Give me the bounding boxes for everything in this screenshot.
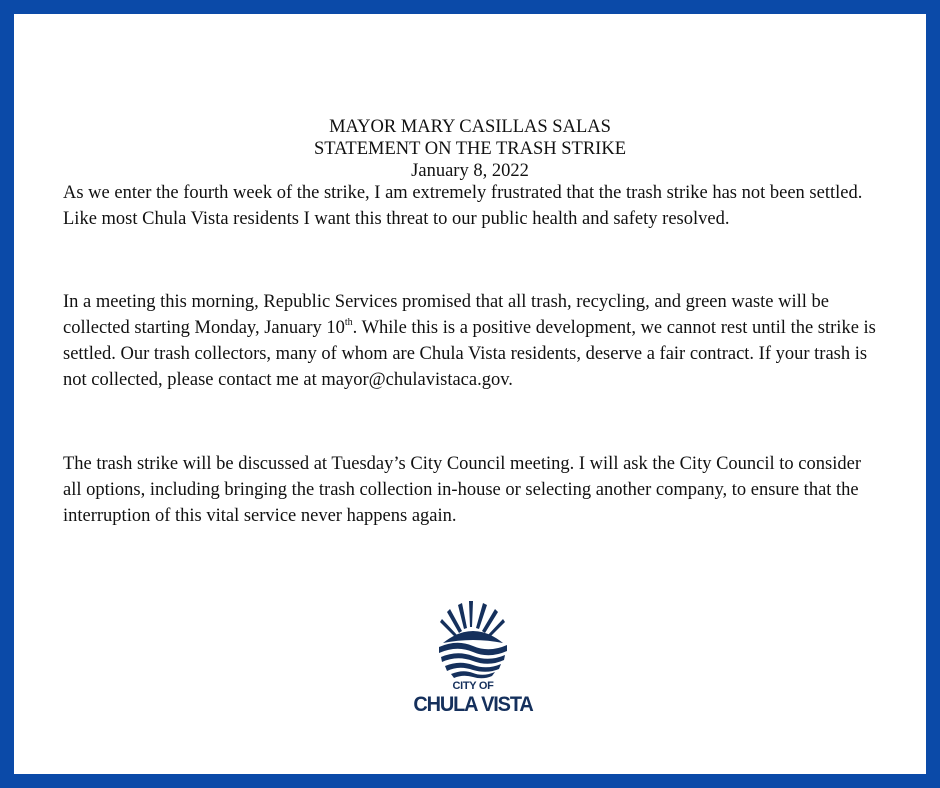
city-logo <box>403 597 543 725</box>
statement-date: January 8, 2022 <box>411 161 529 181</box>
sun-waves-icon <box>403 597 543 681</box>
paragraph-2-end: . While this is a positive development, we cannot rest until the strike is settled. Our trash collectors, many of whom are Chula Vista residents, deserve a fair contract. If your trash is not collected, please contact me at mayor@chulavistaca.gov. <box>63 318 876 390</box>
paragraph-1: As we enter the fourth week of the strike, I am extremely frustrated that the trash strike has not been settled. Like most Chula Vista residents I want this threat to our public health and safety resolved. <box>63 183 863 229</box>
ordinal-suffix: th <box>344 317 353 328</box>
statement-subtitle: STATEMENT ON THE TRASH STRIKE <box>313 139 626 159</box>
logo-city-of: CITY OF <box>452 680 494 692</box>
statement-title: MAYOR MARY CASILLAS SALAS <box>329 117 611 137</box>
paragraph-3: The trash strike will be discussed at Tuesday’s City Council meeting. I will ask the City Council to consider all options, including bringing the trash collection in-house or selecting another company, to ensure that the interruption of this vital service never happens again. <box>63 454 861 526</box>
paragraph-2 <box>63 289 883 393</box>
statement-page <box>14 14 926 774</box>
statement-heading <box>14 116 926 182</box>
logo-chula-vista: CHULA VISTA <box>413 693 533 716</box>
paragraph-2-start: In a meeting this morning, Republic Services promised that all trash, recycling, and green waste will be collected starting Monday, January 10 <box>63 292 829 338</box>
